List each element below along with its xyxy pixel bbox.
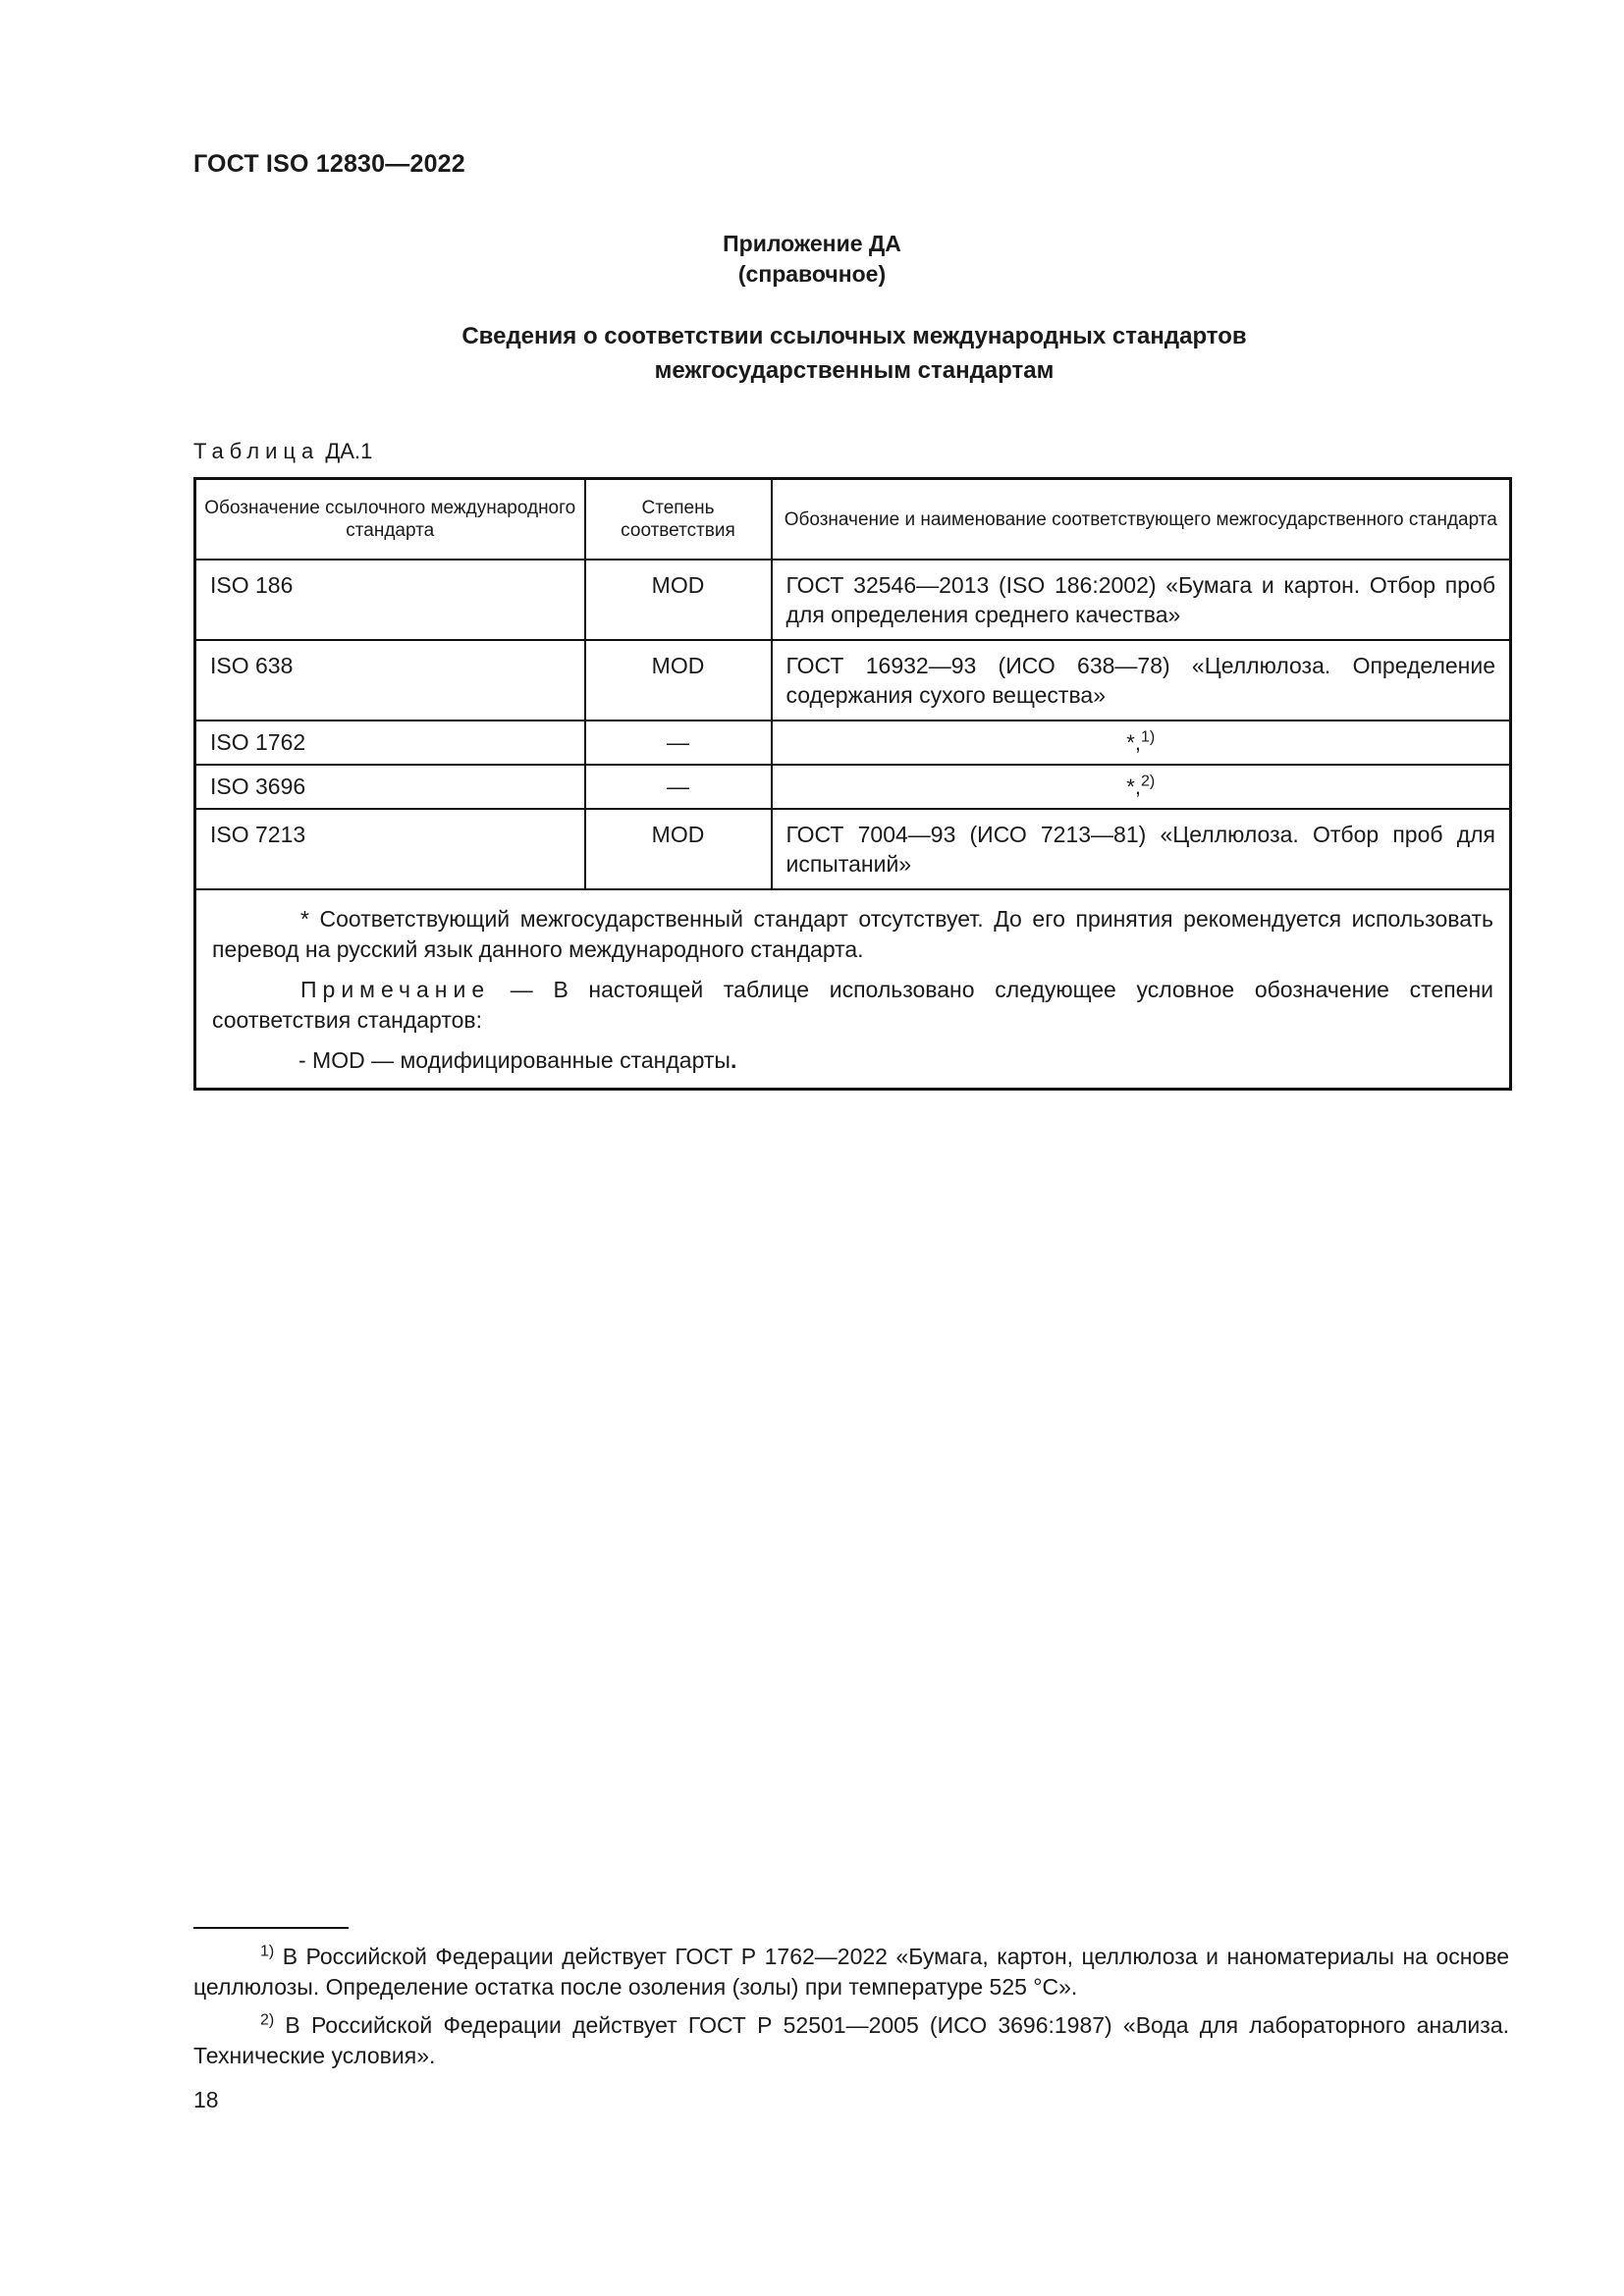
footnote-reference: 2) (1140, 773, 1156, 790)
table-notes (195, 889, 1511, 1090)
cell-standard: ISO 638 (195, 640, 585, 721)
asterisk-marker: *, (1126, 730, 1141, 755)
remark-item-text: - MOD — модифицированные стандарты (298, 1047, 731, 1073)
table-row (195, 809, 1511, 889)
cell-interstate: ГОСТ 32546—2013 (ISO 186:2002) «Бумага и картон. Отбор проб для определения среднего качества» (772, 560, 1511, 640)
cell-interstate (772, 721, 1511, 765)
footnote-divider (193, 1927, 349, 1929)
asterisk-note: * Соответствующий межгосударственный стандарт отсутствует. До его принятия рекомендуется использовать перевод на русский язык данного международного стандарта. (212, 906, 1493, 962)
footnote-mark: 1) (260, 1943, 275, 1960)
footnote (193, 1942, 1509, 2002)
table-caption-label: Таблица (193, 439, 320, 463)
appendix-title-line: Приложение ДА (723, 231, 901, 256)
table-notes-row (195, 889, 1511, 1090)
cell-standard: ISO 7213 (195, 809, 585, 889)
cell-interstate: ГОСТ 7004—93 (ИСО 7213—81) «Целлюлоза. Отбор проб для испытаний» (772, 809, 1511, 889)
footnote-reference: 1) (1140, 728, 1156, 746)
table-row (195, 640, 1511, 721)
section-heading-line-1: Сведения о соответствии ссылочных международных стандартов (461, 323, 1247, 349)
remark-item-end: . (730, 1047, 737, 1073)
cell-standard: ISO 3696 (195, 765, 585, 809)
asterisk-marker: *, (1126, 774, 1141, 799)
remark (212, 975, 1493, 1036)
column-header-standard: Обозначение ссылочного международного стандарта (195, 479, 585, 561)
cell-standard: ISO 186 (195, 560, 585, 640)
section-heading (193, 319, 1515, 388)
cell-interstate: ГОСТ 16932—93 (ИСО 638—78) «Целлюлоза. Определение содержания сухого вещества» (772, 640, 1511, 721)
page-number: 18 (193, 2087, 219, 2112)
footnote-mark: 2) (260, 2011, 275, 2029)
table-caption-number: ДА.1 (325, 439, 373, 463)
table-row (195, 765, 1511, 809)
cell-degree: MOD (585, 640, 772, 721)
cell-degree: — (585, 765, 772, 809)
footnote-text: В Российской Федерации действует ГОСТ Р 1762—2022 «Бумага, картон, целлюлоза и наноматериалы на основе целлюлозы. Определение остатка после озоления (золы) при температуре 525 °C». (193, 1944, 1509, 2000)
table-caption (193, 439, 372, 464)
footnote (193, 2010, 1509, 2071)
column-header-degree: Степень соответствия (585, 479, 772, 561)
appendix-subtitle: (справочное) (737, 261, 887, 287)
remark-item (212, 1045, 1493, 1076)
standards-table (193, 477, 1512, 1091)
cell-degree: MOD (585, 809, 772, 889)
document-header: ГОСТ ISO 12830—2022 (193, 150, 465, 178)
remark-label: Примечание (300, 977, 491, 1002)
cell-degree: MOD (585, 560, 772, 640)
table-row (195, 721, 1511, 765)
table-row (195, 560, 1511, 640)
remark-text: — В настоящей таблице использовано следующее условное обозначение степени соответствия стандартов: (212, 977, 1493, 1033)
cell-degree: — (585, 721, 772, 765)
column-header-interstate: Обозначение и наименование соответствующего межгосударственного стандарта (772, 479, 1511, 561)
appendix-title (0, 229, 1624, 290)
section-heading-line-2: межгосударственным стандартам (654, 357, 1055, 384)
footnote-text: В Российской Федерации действует ГОСТ Р 52501—2005 (ИСО 3696:1987) «Вода для лабораторного анализа. Технические условия». (193, 2012, 1509, 2068)
table-header-row (195, 479, 1511, 561)
cell-interstate (772, 765, 1511, 809)
cell-standard: ISO 1762 (195, 721, 585, 765)
